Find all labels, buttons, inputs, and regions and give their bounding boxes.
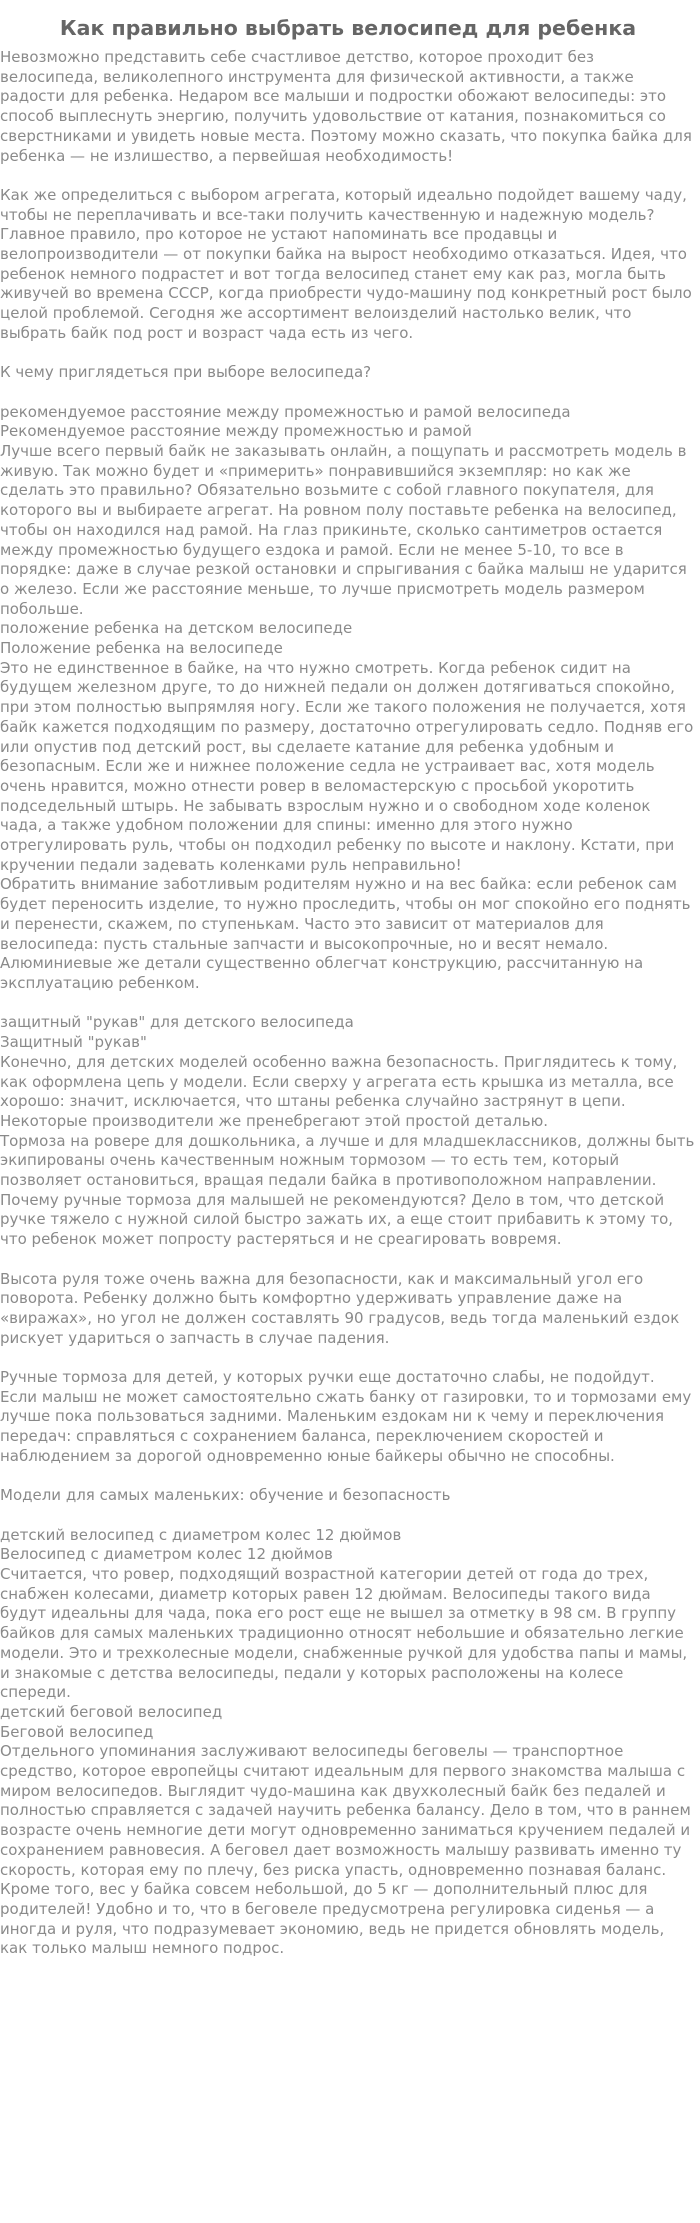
image-caption: Рекомендуемое расстояние между промежностью и рамой xyxy=(0,422,472,441)
body-paragraph: Ручные тормоза для детей, у которых ручки еще достаточно слабы, не подойдут. Если малыш не может самостоятельно сжать банку от газировки, то и тормозами ему лучше пока пользоваться задними. Маленьким ездокам ни к чему и переключения передач: справляться с сохранением баланса, переключением скоростей и наблюдением за дорогой одновременно юные байкеры обычно не способны. xyxy=(0,1368,692,1465)
paragraph-gap xyxy=(0,1348,696,1368)
body-paragraph: Тормоза на ровере для дошкольника, а лучше и для младшеклассников, должны быть экипированы очень качественным ножным тормозом — то есть тем, который позволяет остановиться, вращая педали байка в противоположном направлении. Почему ручные тормоза для малышей не рекомендуются? Дело в том, что детской ручке тяжело с нужной силой быстро зажать их, а еще стоит прибавить к этому то, что ребенок может попросту растеряться и не среагировать вовремя. xyxy=(0,1131,695,1249)
section-heading: Модели для самых маленьких: обучение и безопасность xyxy=(0,1486,451,1505)
section-heading: К чему приглядеться при выборе велосипеда? xyxy=(0,363,372,382)
body-paragraph: Как же определиться с выбором агрегата, который идеально подойдет вашему чаду, чтобы не переплачивать и все-таки получить качественную и надежную модель? Главное правило, про которое не устают напоминать все продавцы и велопроизводители — от покупки байка на вырост необходимо отказаться. Идея, что ребенок немного подрастет и вот тогда велосипед станет ему как раз, могла быть живучей во времена СССР, когда приобрести чудо-машину под конкретный рост было целой проблемой. Сегодня же ассортимент велоизделий настолько велик, что выбрать байк под рост и возраст чада есть из чего. xyxy=(0,185,692,342)
image-caption: Беговой велосипед xyxy=(0,1722,154,1741)
body-paragraph: Считается, что ровер, подходящий возрастной категории детей от года до трех, снабжен колесами, диаметр которых равен 12 дюймам. Велосипеды такого вида будут идеальны для чада, пока его рост еще не вышел за отметку в 98 см. В группу байков для самых маленьких традиционно относят небольшие и обязательно легкие модели. Это и трехколесные модели, снабженные ручкой для удобства папы и мамы, и знакомые с детства велосипеды, педали у которых расположены на колесе спереди. xyxy=(0,1565,688,1702)
intro-paragraph: Невозможно представить себе счастливое детство, которое проходит без велосипеда, великолепного инструмента для физической активности, а также радости для ребенка. Недаром все малыши и подростки обожают велосипеды: это способ выплеснуть энергию, получить удовольствие от катания, познакомиться со сверстниками и увидеть новые места. Поэтому можно сказать, что покупка байка для ребенка — не излишество, а первейшая необходимость! xyxy=(0,48,692,165)
article-body xyxy=(0,48,696,1959)
article-title: Как правильно выбрать велосипед для ребенка xyxy=(59,16,637,40)
body-paragraph: Высота руля тоже очень важна для безопасности, как и максимальный угол его поворота. Ребенку должно быть комфортно удерживать управление даже на «виражах», но угол не должен составлять 90 градусов, ведь тогда маленький ездок рискует удариться о запчасть в случае падения. xyxy=(0,1269,680,1347)
image-alt-text: защитный "рукав" для детского велосипеда xyxy=(0,1013,354,1032)
body-paragraph: Это не единственное в байке, на что нужно смотреть. Когда ребенок сидит на будущем железном друге, то до нижней педали он должен дотягиваться спокойно, при этом полностью выпрямляя ногу. Если же такого положения не получается, хотя байк кажется подходящим по размеру, достаточно отрегулировать седло. Подняв его или опустив под детский рост, вы сделаете катание для ребенка удобным и безопасным. Если же и нижнее положение седла не устраивает вас, хотя модель очень нравится, можно отнести ровер в веломастерскую с просьбой укоротить подседельный штырь. Не забывать взрослым нужно и о свободном ходе коленок чада, а также удобном положении для спины: именно для этого нужно отрегулировать руль, чтобы он подходил ребенку по высоте и наклону. Кстати, при кручении педали задевать коленками руль неправильно! xyxy=(0,658,694,874)
body-paragraph: Конечно, для детских моделей особенно важна безопасность. Приглядитесь к тому, как оформлена цепь у модели. Если сверху у агрегата есть крышка из металла, все хорошо: значит, исключается, что штаны ребенка случайно застрянут в цепи. Некоторые производители же пренебрегают этой простой деталью. xyxy=(0,1052,678,1130)
paragraph-gap xyxy=(0,1506,696,1526)
paragraph-gap xyxy=(0,383,696,403)
image-caption: Положение ребенка на велосипеде xyxy=(0,639,283,658)
paragraph-gap xyxy=(0,344,696,364)
image-alt-text: положение ребенка на детском велосипеде xyxy=(0,619,353,638)
image-alt-text: детский велосипед с диаметром колес 12 дюймов xyxy=(0,1525,402,1544)
image-alt-text: рекомендуемое расстояние между промежностью и рамой велосипеда xyxy=(0,402,571,421)
body-paragraph: Лучше всего первый байк не заказывать онлайн, а пощупать и рассмотреть модель в живую. Так можно будет и «примерить» понравившийся экземпляр: но как же сделать это правильно? Обязательно возьмите с собой главного покупателя, для которого вы и выбираете агрегат. На ровном полу поставьте ребенка на велосипед, чтобы он находился над рамой. На глаз прикиньте, сколько сантиметров остается между промежностью будущего ездока и рамой. Если не менее 5-10, то все в порядке: даже в случае резкой остановки и спрыгивания с байка малыш не ударится о железо. Если же расстояние меньше, то лучше присмотреть модель размером побольше. xyxy=(0,442,687,618)
image-alt-text: детский беговой велосипед xyxy=(0,1702,223,1721)
body-paragraph: Обратить внимание заботливым родителям нужно и на вес байка: если ребенок сам будет переносить изделие, то нужно проследить, чтобы он мог спокойно его поднять и перенести, скажем, по ступенькам. Часто это зависит от материалов для велосипеда: пусть стальные запчасти и высокопрочные, но и весят немало. Алюминиевые же детали существенно облегчат конструкцию, рассчитанную на эксплуатацию ребенком. xyxy=(0,875,691,992)
paragraph-gap xyxy=(0,1467,696,1487)
image-caption: Защитный "рукав" xyxy=(0,1033,147,1052)
body-paragraph: Отдельного упоминания заслуживают велосипеды беговелы — транспортное средство, которое европейцы считают идеальным для первого знакомства малыша с миром велосипедов. Выглядит чудо-машина как двухколесный байк без педалей и полностью справляется с задачей научить ребенка балансу. Дело в том, что в раннем возрасте очень немногие дети могут одновременно заниматься кручением педалей и сохранением равновесия. А беговел дает возможность малышу развивать именно ту скорость, которая ему по плечу, без риска упасть, одновременно познавая баланс. Кроме того, вес у байка совсем небольшой, до 5 кг — дополнительный плюс для родителей! Удобно и то, что в беговеле предусмотрена регулировка сиденья — а иногда и руля, что подразумевает экономию, ведь не придется обновлять модель, как только малыш немного подрос. xyxy=(0,1742,691,1958)
paragraph-gap xyxy=(0,994,696,1014)
image-caption: Велосипед с диаметром колес 12 дюймов xyxy=(0,1545,333,1564)
paragraph-gap xyxy=(0,1250,696,1270)
paragraph-gap xyxy=(0,166,696,186)
